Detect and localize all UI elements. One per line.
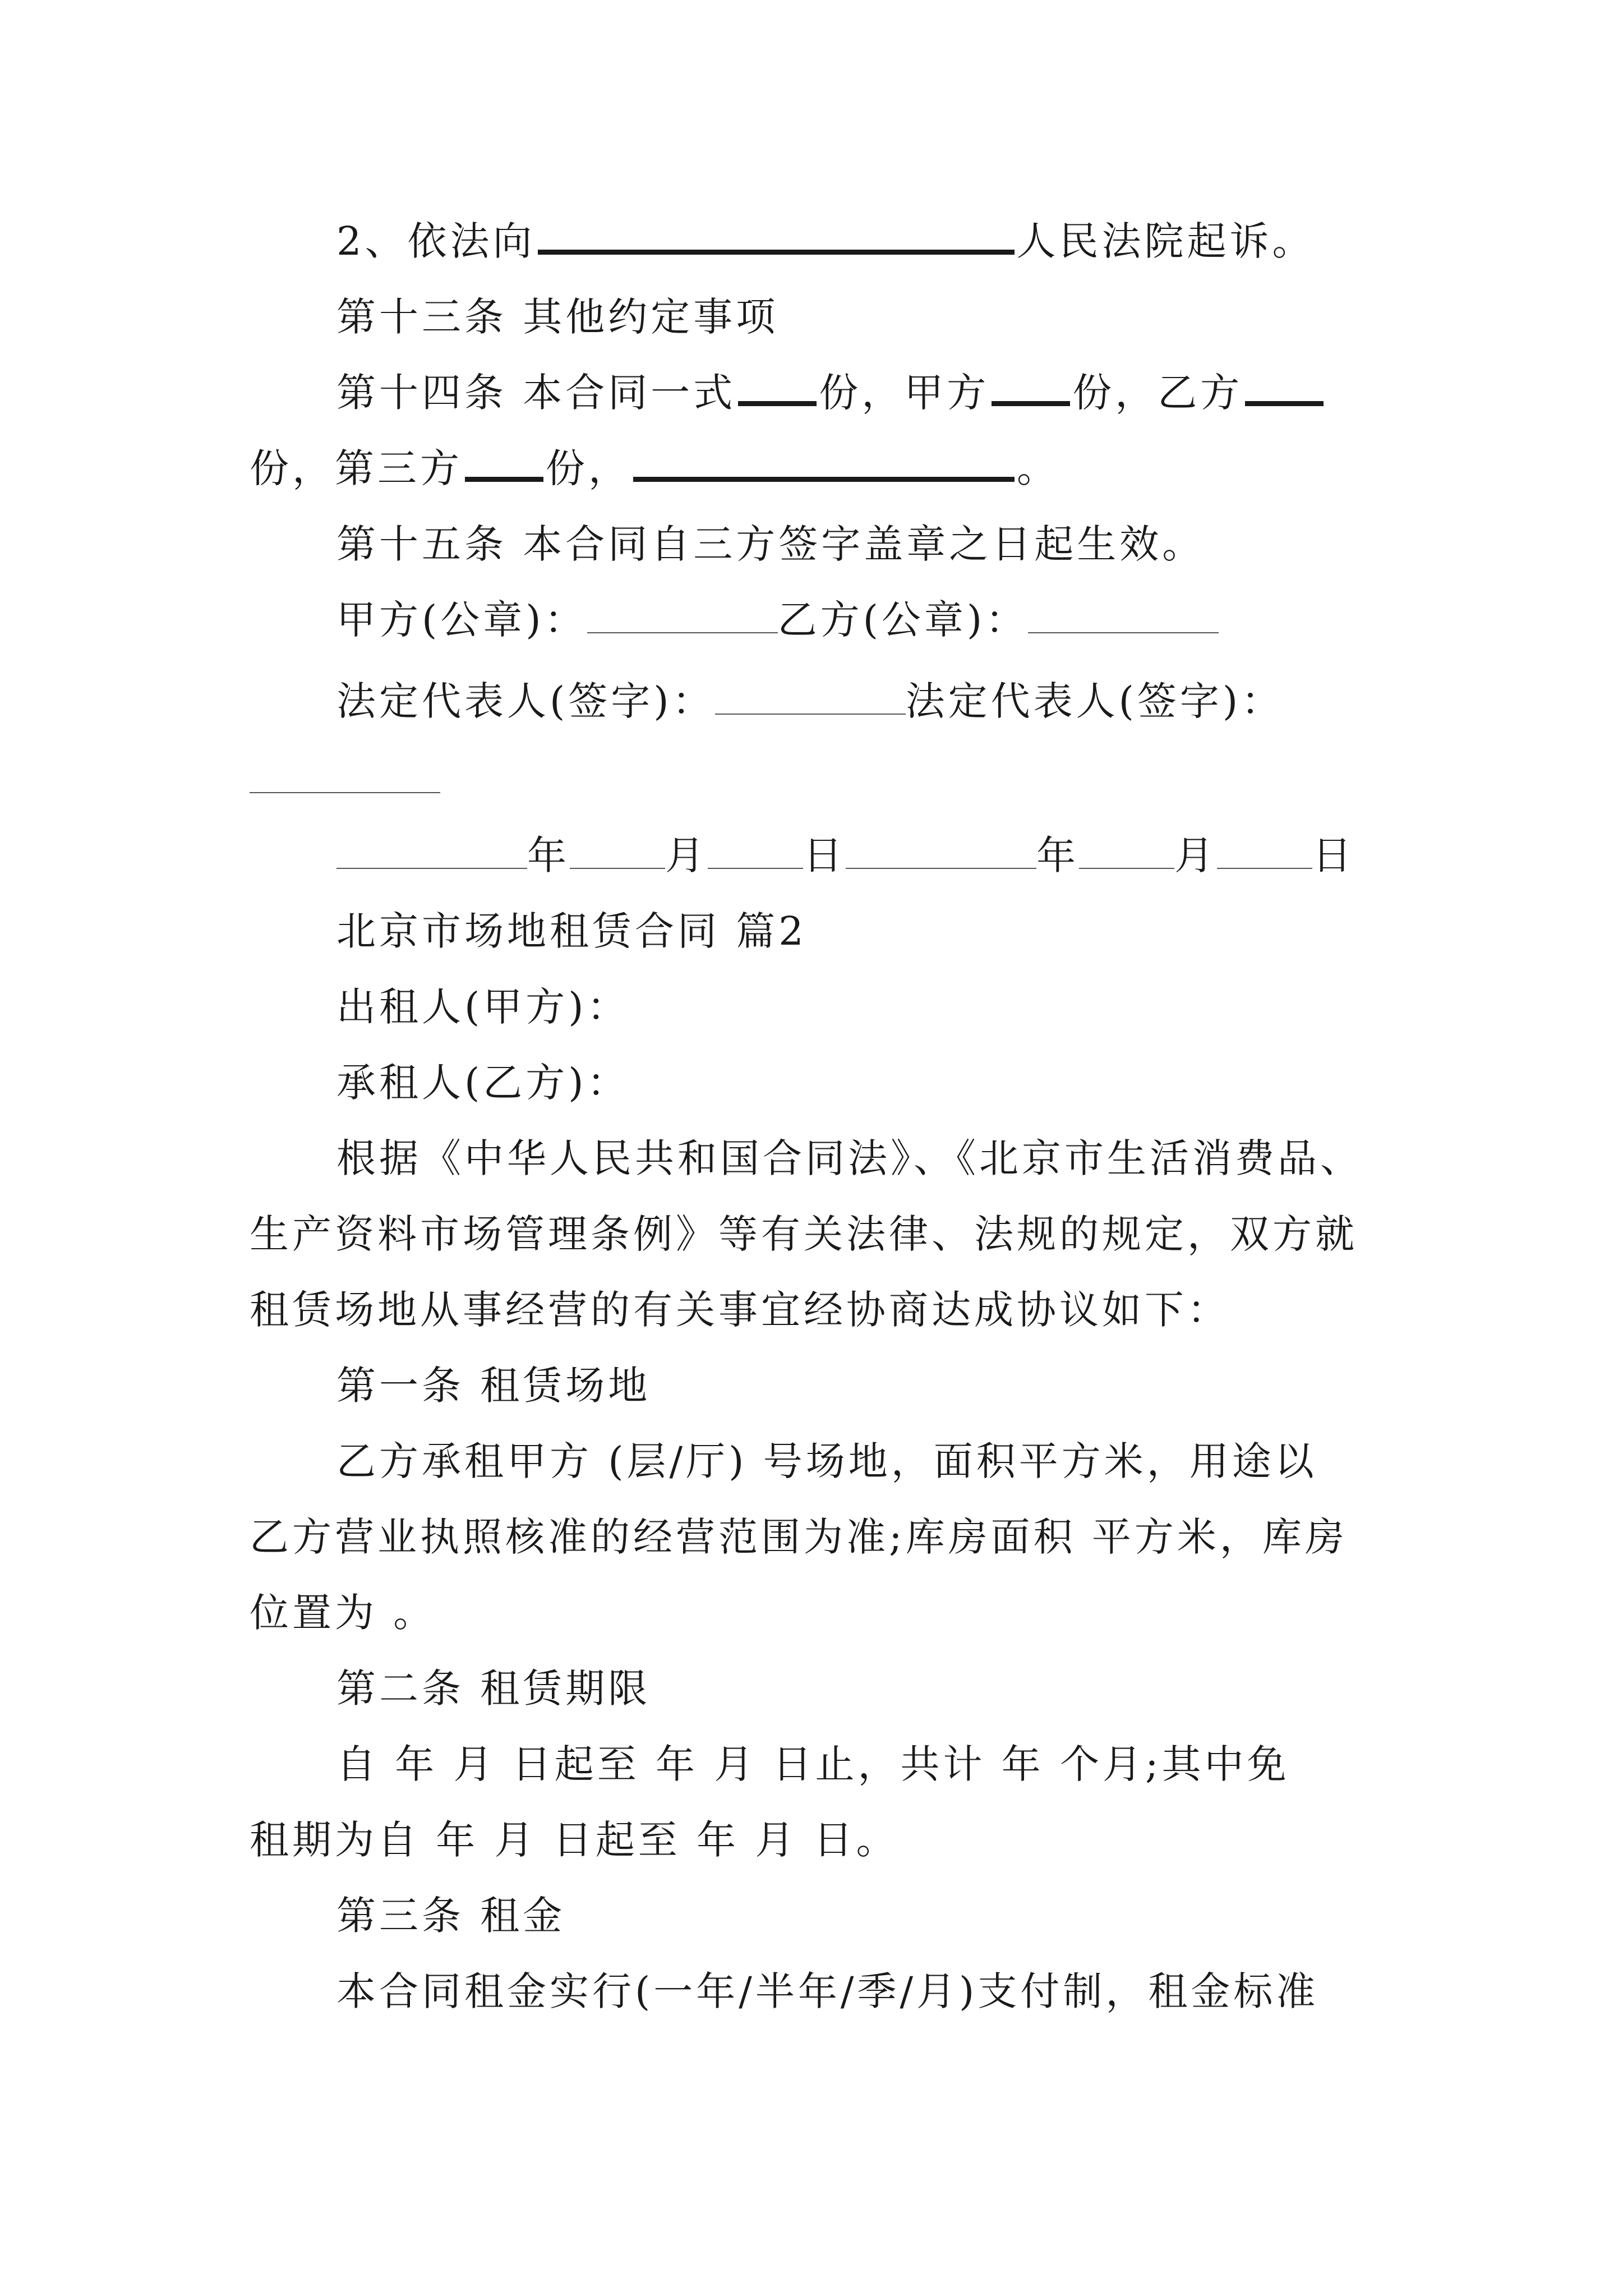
- article-14-extra-blank: [633, 449, 1015, 482]
- lessor-label: 出租人(甲方)：: [336, 984, 630, 1030]
- year-1-label: 年: [527, 832, 570, 878]
- article-15-line: 第十五条 本合同自三方签字盖章之日起生效。: [336, 521, 1205, 567]
- article-2-line-2: 租期为自 年 月 日起至 年 月 日。: [250, 1817, 899, 1863]
- article-1-heading: 第一条 租赁场地: [336, 1363, 651, 1409]
- representative-line: [336, 676, 1284, 726]
- court-clause-suffix: 人民法院起诉。: [1016, 218, 1315, 264]
- day-1-label: 日: [803, 832, 846, 878]
- article-1-line-3: 位置为 。: [250, 1590, 436, 1636]
- month-2-label: 月: [1174, 832, 1217, 878]
- copies-party-a-blank: [992, 373, 1070, 406]
- article-14-text-b: 份，甲方: [819, 370, 990, 416]
- preamble-line-3: 租赁场地从事经营的有关事宜经协商达成协议如下：: [250, 1287, 1230, 1333]
- month-2-blank: [1079, 833, 1174, 869]
- day-2-label: 日: [1312, 832, 1355, 878]
- copies-total-blank: [738, 373, 817, 406]
- article-13-heading: 第十三条 其他约定事项: [336, 294, 779, 340]
- section-title: 北京市场地租赁合同 篇2: [336, 908, 807, 954]
- rep-b-blank: [250, 792, 440, 793]
- lessee-label: 承租人(乙方)：: [336, 1060, 630, 1106]
- article-14-text-d: 份，第三方: [250, 445, 463, 491]
- month-1-blank: [570, 833, 665, 869]
- article-1-line-1: 乙方承租甲方 (层/厅) 号场地，面积平方米，用途以: [336, 1438, 1317, 1484]
- article-14-line-2: [250, 443, 1059, 494]
- article-14-text-f: 。: [1017, 445, 1059, 491]
- party-a-seal-blank: [587, 597, 778, 633]
- article-14-text-e: 份，: [546, 445, 631, 491]
- party-b-seal-blank: [1028, 597, 1219, 633]
- copies-party-b-blank: [1245, 373, 1324, 406]
- day-1-blank: [708, 833, 803, 869]
- article-14-text-c: 份，乙方: [1072, 370, 1243, 416]
- article-3-heading: 第三条 租金: [336, 1893, 566, 1939]
- preamble-line-2: 生产资料市场管理条例》等有关法律、法规的规定，双方就: [250, 1211, 1358, 1257]
- court-name-blank: [538, 222, 1015, 255]
- article-2-heading: 第二条 租赁期限: [336, 1665, 651, 1711]
- article-14-text-a: 第十四条 本合同一式: [336, 370, 736, 416]
- day-2-blank: [1217, 833, 1312, 869]
- article-14-line-1: [336, 367, 1326, 418]
- rep-a-blank: [715, 679, 906, 715]
- preamble-line-1: 根据《中华人民共和国合同法》、《北京市生活消费品、: [336, 1135, 1363, 1181]
- court-clause-line: [336, 216, 1315, 266]
- article-2-line-1: 自 年 月 日起至 年 月 日止，共计 年 个月;其中免: [336, 1741, 1290, 1787]
- year-2-blank: [846, 833, 1036, 869]
- seal-line: [336, 595, 1219, 645]
- article-1-line-2: 乙方营业执照核准的经营范围为准;库房面积 平方米，库房: [250, 1514, 1348, 1560]
- rep-a-label: 法定代表人(签字)：: [336, 678, 715, 724]
- rep-b-label: 法定代表人(签字)：: [905, 678, 1284, 724]
- year-2-label: 年: [1036, 832, 1079, 878]
- party-b-seal-label: 乙方(公章)：: [777, 597, 1029, 643]
- date-line: [336, 830, 1355, 881]
- article-3-line-1: 本合同租金实行(一年/半年/季/月)支付制，租金标准: [336, 1968, 1319, 2014]
- court-clause-prefix: 2、依法向: [336, 218, 536, 264]
- party-a-seal-label: 甲方(公章)：: [336, 597, 587, 643]
- copies-third-party-blank: [465, 449, 543, 482]
- month-1-label: 月: [665, 832, 708, 878]
- year-1-blank: [336, 833, 527, 869]
